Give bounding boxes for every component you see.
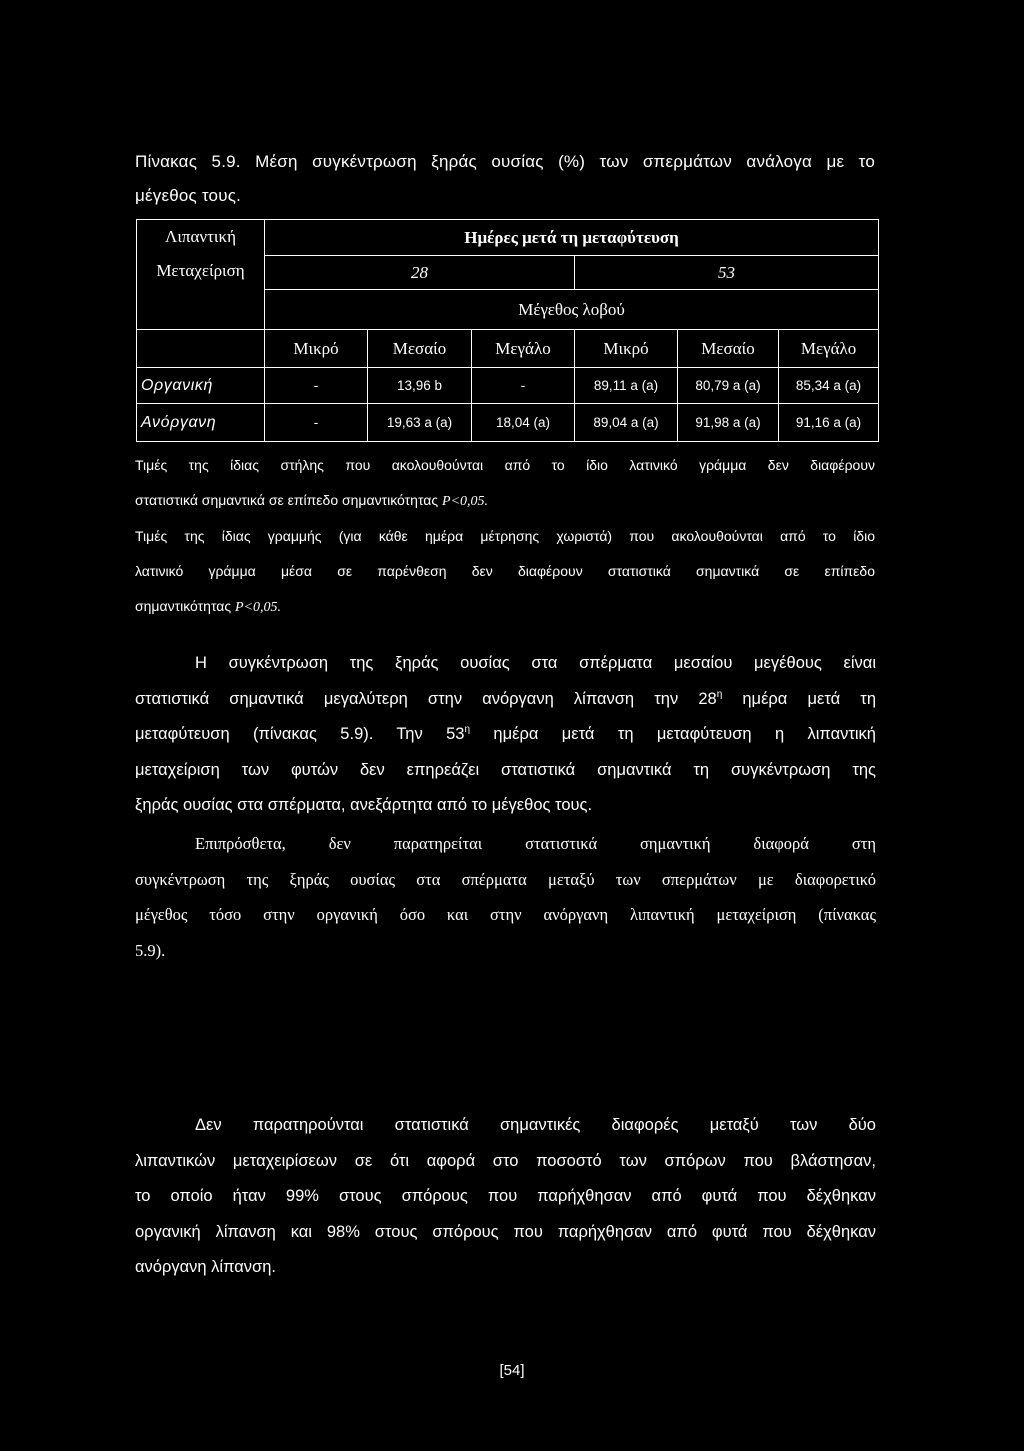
paragraph-2-line-1: Επιπρόσθετα, δεν παρατηρείται στατιστικά σημαντική διαφορά στη <box>195 834 876 853</box>
page-number: [54] <box>499 1362 525 1379</box>
p1-l2-text-end: ημέρα μετά τη <box>722 689 876 708</box>
size-large-28: Μεγάλο <box>472 330 575 368</box>
row-label-inorganic: Ανόργανη <box>137 404 265 442</box>
size-medium-28: Μεσαίο <box>368 330 472 368</box>
table-cell: 85,34 a (a) <box>779 368 879 404</box>
table-cell: 18,04 (a) <box>472 404 575 442</box>
p1-l2-sup: η <box>716 688 723 700</box>
paragraph-1-line-3 <box>135 717 876 753</box>
day-28-header: 28 <box>265 256 575 290</box>
note-1-line-2 <box>135 483 875 519</box>
size-medium-53: Μεσαίο <box>678 330 779 368</box>
table-cell: 89,04 a (a) <box>575 404 678 442</box>
table-notes <box>135 448 875 625</box>
days-header: Ημέρες μετά τη μεταφύτευση <box>265 220 879 256</box>
treatment-header-line-2: Μεταχείριση <box>156 261 245 280</box>
table-cell: 19,63 a (a) <box>368 404 472 442</box>
caption-line-2: μέγεθος τους. <box>135 186 242 205</box>
table-cell: 13,96 b <box>368 368 472 404</box>
paragraph-3-line-5: ανόργανη λίπανση. <box>135 1258 276 1276</box>
day-53-header: 53 <box>575 256 879 290</box>
table-cell: 89,11 a (a) <box>575 368 678 404</box>
treatment-header-line-1: Λιπαντική <box>165 227 236 246</box>
note-1-significance: P<0,05. <box>442 494 489 509</box>
note-row <box>135 519 875 625</box>
size-small-53: Μικρό <box>575 330 678 368</box>
size-header: Μέγεθος λοβού <box>265 290 879 330</box>
note-2-line-3-text: σημαντικότητας <box>135 598 232 614</box>
table-cell: 80,79 a (a) <box>678 368 779 404</box>
table-cell: - <box>472 368 575 404</box>
paragraph-3-line-3: το οποίο ήταν 99% στους σπόρους που παρήχθησαν από φυτά που δέχθηκαν <box>135 1187 876 1205</box>
table-caption <box>135 145 875 213</box>
p1-l3-sup: η <box>464 724 471 735</box>
caption-line-1: Πίνακας 5.9. Μέση συγκέντρωση ξηράς ουσίας (%) των σπερμάτων ανάλογα με το <box>135 152 875 171</box>
empty-corner <box>137 330 265 368</box>
note-column <box>135 448 875 519</box>
p1-l2-text: στατιστικά σημαντικά μεγαλύτερη στην ανόργανη λίπανση την 28 <box>135 689 717 708</box>
table-row <box>137 368 879 404</box>
note-2-line-1: Τιμές της ίδιας γραμμής (για κάθε ημέρα μέτρησης χωριστά) που ακολουθούνται από το ίδιο <box>135 528 875 544</box>
dry-matter-table <box>136 219 879 442</box>
size-large-53: Μεγάλο <box>779 330 879 368</box>
paragraph-2 <box>135 826 876 968</box>
size-small-28: Μικρό <box>265 330 368 368</box>
paragraph-3 <box>135 1108 876 1286</box>
p1-l3-text-end: ημέρα μετά τη μεταφύτευση η λιπαντική <box>470 725 876 743</box>
paragraph-2-line-2: συγκέντρωση της ξηράς ουσίας στα σπέρματα μεταξύ των σπερμάτων με διαφορετικό <box>135 869 876 889</box>
table-cell: - <box>265 404 368 442</box>
p1-l3-text: μεταφύτευση (πίνακας 5.9). Την 53 <box>135 725 465 743</box>
paragraph-2-line-4: 5.9). <box>135 940 166 960</box>
row-label-organic: Οργανική <box>137 368 265 404</box>
paragraph-1-line-4: μεταχείριση των φυτών δεν επηρεάζει στατιστικά σημαντικά τη συγκέντρωση της <box>135 760 876 779</box>
note-2-significance: P<0,05. <box>235 600 282 615</box>
table-cell: - <box>265 368 368 404</box>
paragraph-3-line-2: λιπαντικών μεταχειρίσεων σε ότι αφορά στο ποσοστό των σπόρων που βλάστησαν, <box>135 1151 876 1170</box>
note-1-line-2-text: στατιστικά σημαντικά σε επίπεδο σημαντικότητας <box>135 492 439 508</box>
table-cell: 91,98 a (a) <box>678 404 779 442</box>
table-row <box>137 404 879 442</box>
paragraph-3-line-1: Δεν παρατηρούνται στατιστικά σημαντικές διαφορές μεταξύ των δύο <box>195 1116 876 1134</box>
note-1-line-1: Τιμές της ίδιας στήλης που ακολουθούνται από το ίδιο λατινικό γράμμα δεν διαφέρουν <box>135 457 875 473</box>
treatment-header <box>137 220 265 330</box>
note-2-line-2: λατινικό γράμμα μέσα σε παρένθεση δεν διαφέρουν στατιστικά σημαντικά σε επίπεδο <box>135 563 875 579</box>
paragraph-2-line-3: μέγεθος τόσο στην οργανική όσο και στην ανόργανη λιπαντική μεταχείριση (πίνακας <box>135 905 876 924</box>
paragraph-1-line-1: Η συγκέντρωση της ξηράς ουσίας στα σπέρματα μεσαίου μεγέθους είναι <box>195 654 876 672</box>
paragraph-3-line-4: οργανική λίπανση και 98% στους σπόρους που παρήχθησαν από φυτά που δέχθηκαν <box>135 1222 876 1241</box>
paragraph-1 <box>135 646 876 824</box>
note-2-line-3 <box>135 589 875 625</box>
table-cell: 91,16 a (a) <box>779 404 879 442</box>
paragraph-1-line-2 <box>135 682 876 718</box>
paragraph-1-line-5: ξηράς ουσίας στα σπέρματα, ανεξάρτητα από το μέγεθος τους. <box>135 796 593 814</box>
